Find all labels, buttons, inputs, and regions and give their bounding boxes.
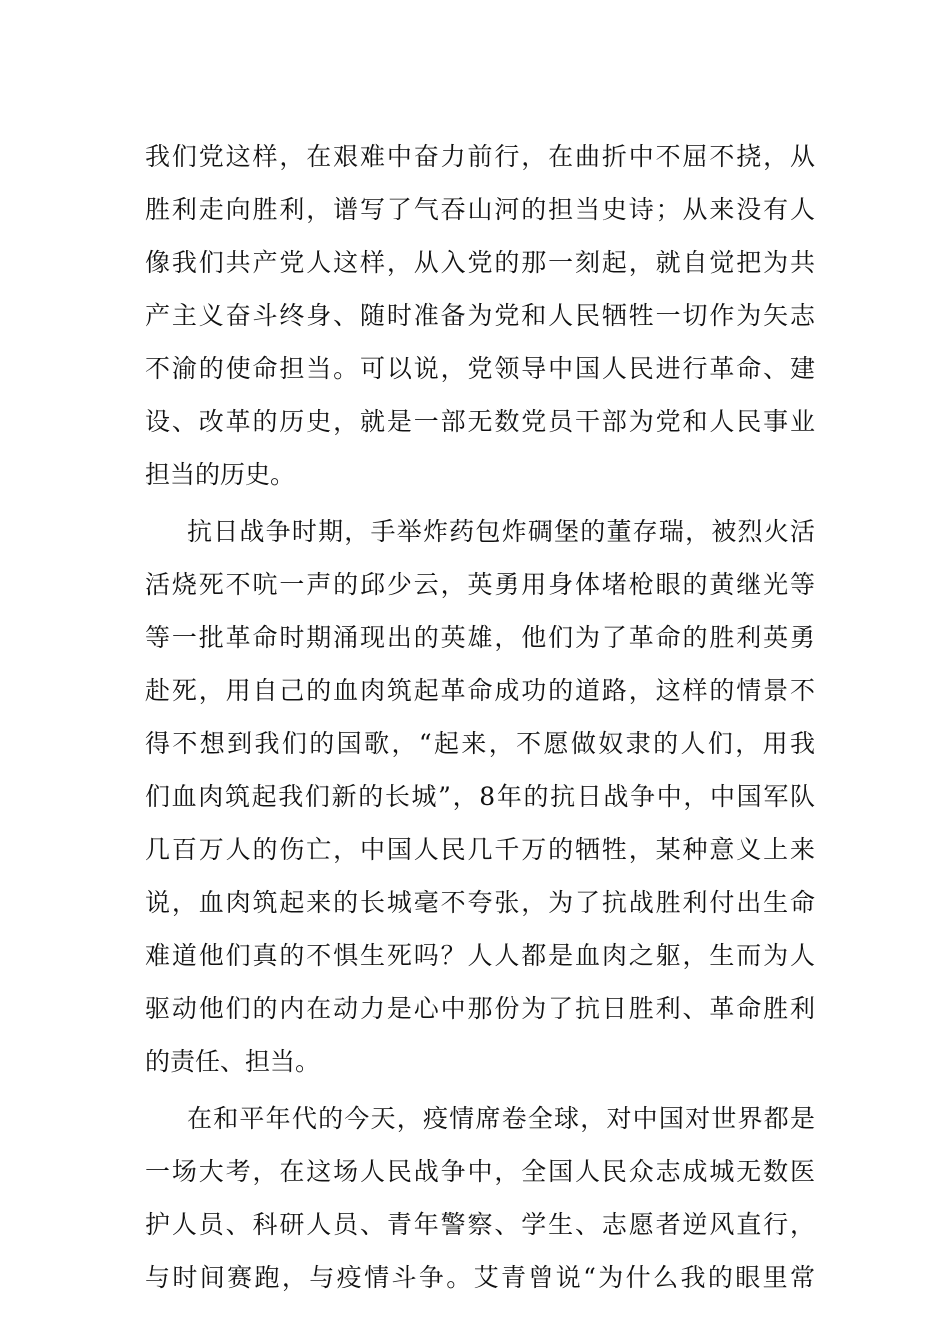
body-text bbox=[145, 130, 815, 1304]
text-line: 几百万人的伤亡，中国人民几千万的牺牲，某种意义上来 bbox=[145, 835, 815, 864]
text-line: 胜利走向胜利，谱写了气吞山河的担当史诗；从来没有人 bbox=[145, 195, 815, 224]
text-line: 产主义奋斗终身、随时准备为党和人民牺牲一切作为矢志 bbox=[145, 301, 815, 330]
text-line: 得不想到我们的国歌，“起来，不愿做奴隶的人们，用我 bbox=[145, 729, 815, 758]
paragraph-1 bbox=[145, 130, 815, 501]
text-line: 等一批革命时期涌现出的英雄，他们为了革命的胜利英勇 bbox=[145, 623, 815, 652]
paragraph-2 bbox=[145, 505, 815, 1088]
text-line: 像我们共产党人这样，从入党的那一刻起，就自觉把为共 bbox=[145, 248, 815, 277]
text-line: 担当的历史。 bbox=[145, 460, 296, 489]
text-line: 在和平年代的今天，疫情席卷全球，对中国对世界都是 bbox=[187, 1104, 815, 1133]
text-line: 难道他们真的不惧生死吗？人人都是血肉之躯，生而为人 bbox=[145, 941, 815, 970]
text-line: 设、改革的历史，就是一部无数党员干部为党和人民事业 bbox=[145, 407, 815, 436]
text-line: 护人员、科研人员、青年警察、学生、志愿者逆风直行， bbox=[145, 1210, 815, 1239]
paragraph-3 bbox=[145, 1092, 815, 1304]
text-line: 说，血肉筑起来的长城毫不夸张，为了抗战胜利付出生命 bbox=[145, 888, 815, 917]
text-line: 我们党这样，在艰难中奋力前行，在曲折中不屈不挠，从 bbox=[145, 142, 815, 171]
text-line: 活烧死不吭一声的邱少云，英勇用身体堵枪眼的黄继光等 bbox=[145, 570, 815, 599]
text-line: 不渝的使命担当。可以说，党领导中国人民进行革命、建 bbox=[145, 354, 815, 383]
text-line: 们血肉筑起我们新的长城”，8年的抗日战争中，中国军队 bbox=[145, 782, 815, 811]
text-line: 与时间赛跑，与疫情斗争。艾青曾说“为什么我的眼里常 bbox=[145, 1263, 815, 1292]
text-line: 赴死，用自己的血肉筑起革命成功的道路，这样的情景不 bbox=[145, 676, 815, 705]
text-line: 的责任、担当。 bbox=[145, 1047, 321, 1076]
text-line: 抗日战争时期，手举炸药包炸碉堡的董存瑞，被烈火活 bbox=[187, 517, 815, 546]
text-line: 驱动他们的内在动力是心中那份为了抗日胜利、革命胜利 bbox=[145, 994, 815, 1023]
text-line: 一场大考，在这场人民战争中，全国人民众志成城无数医 bbox=[145, 1157, 815, 1186]
